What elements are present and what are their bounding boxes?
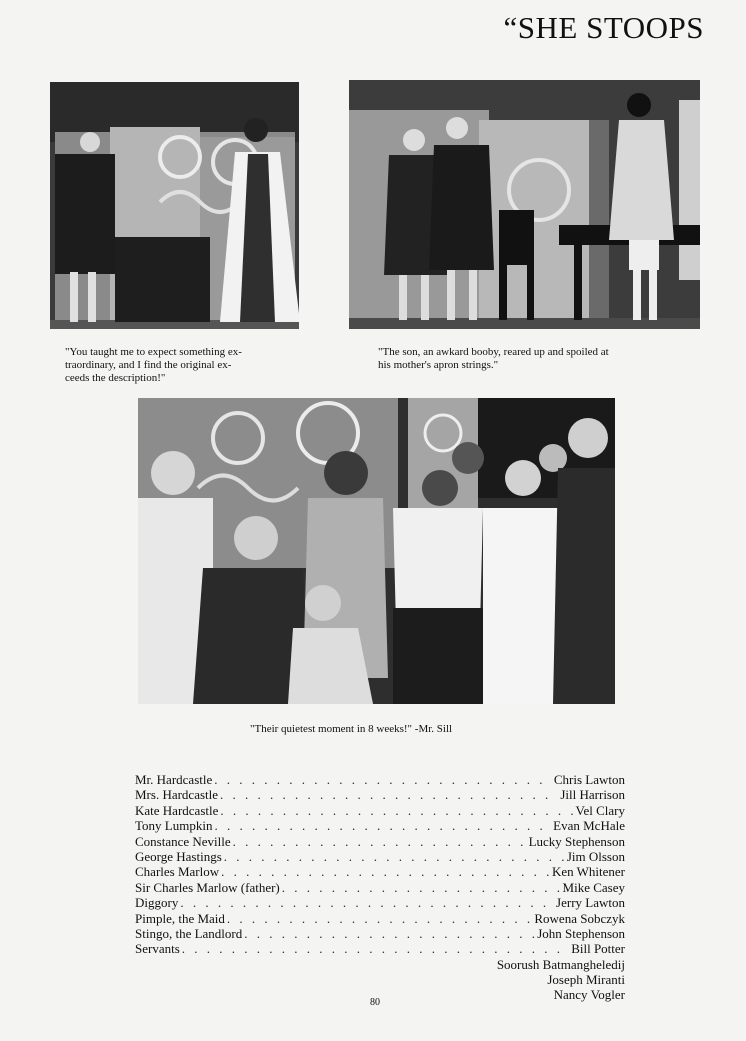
cast-row [135,803,625,818]
leader-dots [244,926,535,941]
photo-top-right [349,80,700,329]
cast-actor: Jerry Lawton [556,895,625,911]
cast-actor: Rowena Sobczyk [534,910,625,926]
servant-name: Joseph Miranti [547,972,625,988]
cast-actor: Lucky Stephenson [528,833,625,849]
cast-role: Servants [135,941,180,957]
leader-dots [224,849,565,864]
cast-row [135,787,625,802]
cast-row [135,834,625,849]
cast-actor: Jim Olsson [566,848,625,864]
leader-dots [220,803,573,818]
cast-role: Pimple, the Maid [135,910,225,926]
leader-dots [221,864,550,879]
cast-role: Kate Hardcastle [135,802,219,818]
cast-role: Stingo, the Landlord [135,925,243,941]
cast-row [135,849,625,864]
leader-dots [180,895,554,910]
cast-row [135,818,625,833]
cast-actor: John Stephenson [537,925,625,941]
cast-role: Mr. Hardcastle [135,772,213,787]
cast-actor: Chris Lawton [553,772,625,787]
cast-role: Sir Charles Marlow (father) [135,879,280,895]
page-title: “SHE STOOPS [503,10,704,45]
page-number: 80 [370,997,380,1008]
cast-role: Charles Marlow [135,864,220,880]
cast-actor: Vel Clary [575,802,625,818]
photo-group [138,398,615,704]
cast-role: Tony Lumpkin [135,818,213,834]
cast-role: George Hastings [135,848,222,864]
cast-actor: Mike Casey [562,879,625,895]
cast-row [135,926,625,941]
cast-row [135,864,625,879]
leader-dots [233,834,527,849]
leader-dots [220,787,558,802]
caption-top-right: "The son, an awkard booby, reared up and spoiled at his mother's apron strings." [378,346,609,371]
photo-top-left [50,82,299,329]
cast-role: Mrs. Hardcastle [135,787,219,803]
cast-actor: Ken Whitener [551,864,625,880]
servant-name: Nancy Vogler [553,987,625,1003]
cast-row [135,911,625,926]
cast-row [135,941,625,956]
cast-row [135,895,625,910]
cast-role: Diggory [135,895,179,911]
cast-list [135,772,625,1003]
cast-row [135,772,625,787]
cast-actor: Evan McHale [553,818,625,834]
leader-dots [214,818,551,833]
cast-role: Constance Neville [135,833,231,849]
servant-name: Soorush Batmangheledij [496,956,625,972]
leader-dots [182,941,569,956]
leader-dots [282,880,561,895]
leader-dots [214,772,552,787]
cast-actor: Jill Harrison [560,787,625,803]
cast-actor: Bill Potter [571,941,625,957]
cast-row [135,880,625,895]
leader-dots [227,911,532,926]
caption-top-left: "You taught me to expect something ex- traordinary, and I find the original ex- ceeds the description!" [65,346,242,384]
caption-group: "Their quietest moment in 8 weeks!" -Mr. Sill [250,723,453,735]
